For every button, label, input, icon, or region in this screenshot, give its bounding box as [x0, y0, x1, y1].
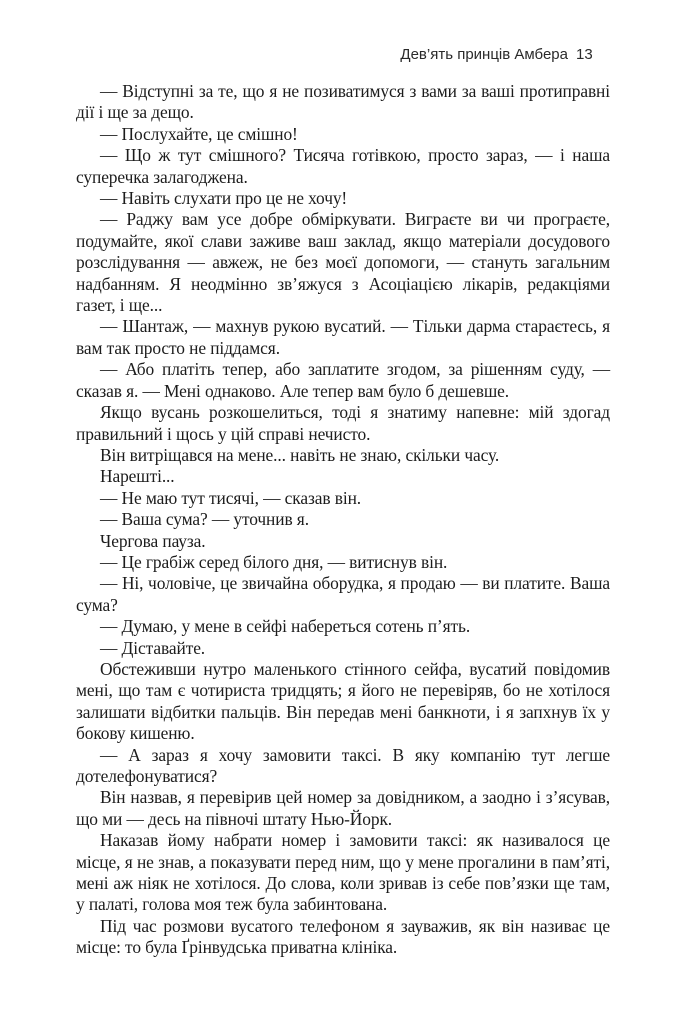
paragraph: — Що ж тут смішного? Тисяча готівкою, просто зараз, — і наша суперечка залагоджена.: [76, 145, 610, 187]
paragraph: — Шантаж, — махнув рукою вусатий. — Тільки дарма стараєтесь, я вам так просто не піддамся.: [76, 316, 610, 358]
paragraph: Обстеживши нутро маленького стінного сейфа, вусатий повідомив мені, що там є чотириста тридцять; я його не перевіряв, бо не хотілося залишати відбитки пальців. Він передав мені банкноти, і я запхнув їх у бокову кишеню.: [76, 658, 610, 744]
paragraph: — Послухайте, це смішно!: [100, 123, 298, 144]
paragraph: — Не маю тут тисячі, — сказав він.: [100, 487, 362, 508]
paragraph: Він назвав, я перевірив цей номер за довідником, а заодно і з’ясував, що ми — десь на півночі штату Нью-Йорк.: [76, 787, 610, 829]
running-header: [0, 46, 690, 68]
paragraph: — Думаю, у мене в сейфі набереться сотень п’ять.: [100, 616, 471, 637]
paragraph: — Навіть слухати про це не хочу!: [100, 188, 348, 209]
paragraph: — Ваша сума? — уточнив я.: [100, 509, 309, 530]
paragraph: — Діставайте.: [100, 637, 206, 658]
paragraph: Чергова пауза.: [100, 530, 206, 551]
paragraph: — Відступні за те, що я не позиватимуся з вами за ваші протиправні дії і ще за дещо.: [76, 81, 610, 123]
paragraph: — Раджу вам усе добре обміркувати. Виграєте ви чи програєте, подумайте, якої слави заживе ваш заклад, якщо матеріали досудового розслідування — авжеж, не без моєї допомоги, — стануть загальним надбанням. Я неодмінно зв’яжуся з Асоціацією лікарів, редакціями газет, і ще...: [76, 209, 610, 316]
paragraph: — А зараз я хочу замовити таксі. В яку компанію тут легше дотелефонуватися?: [76, 744, 610, 786]
page-body-text: [76, 81, 610, 959]
paragraph: — Це грабіж серед білого дня, — витиснув він.: [100, 551, 448, 572]
paragraph: Наказав йому набрати номер і замовити таксі: як називалося це місце, я не знав, а показувати перед ним, що у мене прогалини в пам’яті, мені аж ніяк не хотілося. До слова, коли зривав із себе пов’язки ще там, у палаті, голова моя теж була забинтована.: [76, 830, 610, 915]
page-number: 13: [576, 46, 593, 63]
paragraph: Нарешті...: [100, 466, 175, 487]
paragraph: — Або платіть тепер, або заплатите згодом, за рішенням суду, — сказав я. — Мені однаково. Але тепер вам було б дешевше.: [76, 359, 610, 401]
paragraph: Під час розмови вусатого телефоном я зауважив, як він називає це місце: то була Ґрінвудська приватна клініка.: [76, 915, 610, 958]
paragraph: — Ні, чоловіче, це звичайна оборудка, я продаю — ви платите. Ваша сума?: [76, 573, 610, 615]
paragraph: Якщо вусань розкошелиться, тоді я знатиму напевне: мій здогад правильний і щось у цій справі нечисто.: [76, 402, 610, 444]
book-title: Дев’ять принців Амбера: [400, 46, 568, 63]
paragraph: Він витріщався на мене... навіть не знаю, скільки часу.: [100, 444, 500, 465]
